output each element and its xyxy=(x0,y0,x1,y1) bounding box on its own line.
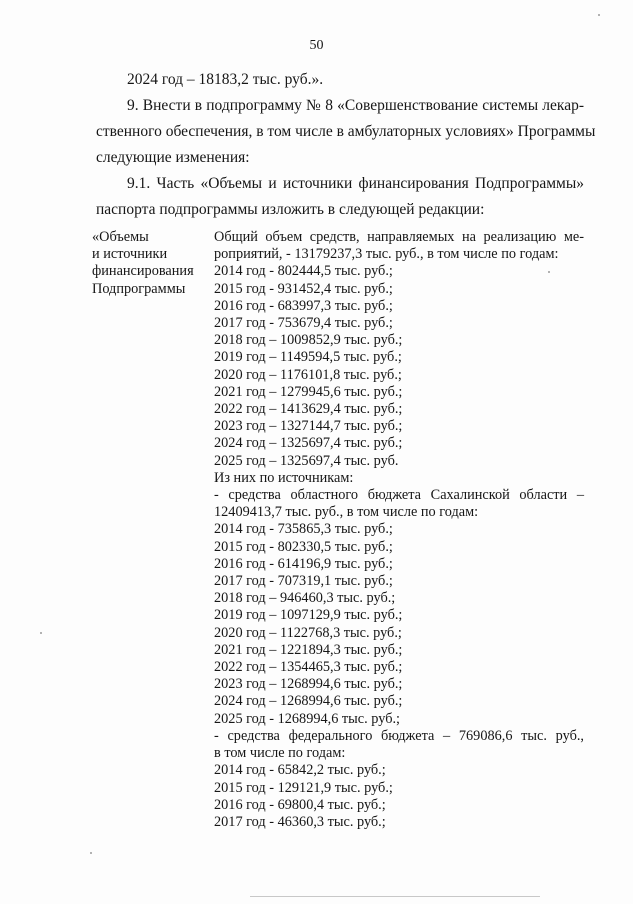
paragraph-2024-total xyxy=(127,67,584,93)
value-line: 2016 год - 683997,3 тыс. руб.; xyxy=(214,297,393,314)
paragraph-line xyxy=(96,171,584,197)
label-line: «Объемы xyxy=(92,229,149,245)
value-line: 2022 год – 1413629,4 тыс. руб.; xyxy=(214,401,403,418)
paragraph-item-9-1 xyxy=(96,171,584,223)
value-line: 2015 год - 802330,5 тыс. руб.; xyxy=(214,538,393,555)
funding-table-value-column xyxy=(214,229,584,831)
paragraph-line xyxy=(96,93,584,119)
value-line: 2022 год – 1354465,3 тыс. руб.; xyxy=(214,659,403,676)
value-line: - средства областного бюджета Сахалинской области – xyxy=(214,487,584,504)
value-line: 2019 год – 1149594,5 тыс. руб.; xyxy=(214,349,402,366)
value-line: роприятий, - 13179237,3 тыс. руб., в том числе по годам: xyxy=(214,246,559,263)
label-line: и источники xyxy=(92,246,168,263)
page-number: 50 xyxy=(309,38,324,53)
value-line: 2019 год – 1097129,9 тыс. руб.; xyxy=(214,607,403,624)
scan-speck xyxy=(548,271,550,273)
value-line: Из них по источникам: xyxy=(214,469,354,486)
value-line: 2017 год - 46360,3 тыс. руб.; xyxy=(214,813,386,830)
value-line: Общий объем средств, направляемых на реализацию ме- xyxy=(214,229,584,245)
value-line: 2014 год - 65842,2 тыс. руб.; xyxy=(214,762,386,779)
value-line: 2017 год - 753679,4 тыс. руб.; xyxy=(214,315,393,332)
value-line: 2021 год – 1221894,3 тыс. руб.; xyxy=(214,641,403,658)
value-line: 2014 год - 802444,5 тыс. руб.; xyxy=(214,263,393,280)
value-line: 2015 год - 129121,9 тыс. руб.; xyxy=(214,779,393,796)
value-line: 2016 год - 69800,4 тыс. руб.; xyxy=(214,796,386,813)
value-line: 2023 год – 1327144,7 тыс. руб.; xyxy=(214,418,403,435)
scan-edge-line xyxy=(250,896,540,897)
scan-speck xyxy=(598,14,600,16)
funding-table-label-column xyxy=(92,229,207,298)
value-line: 2024 год – 1268994,6 тыс. руб.; xyxy=(214,693,403,710)
value-line: 2014 год - 735865,3 тыс. руб.; xyxy=(214,521,393,538)
value-line: 2015 год - 931452,4 тыс. руб.; xyxy=(214,280,393,297)
value-line: 12409413,7 тыс. руб., в том числе по годам: xyxy=(214,504,479,521)
value-line: 2018 год – 946460,3 тыс. руб.; xyxy=(214,590,396,607)
value-line: 2023 год – 1268994,6 тыс. руб.; xyxy=(214,676,403,693)
value-line: 2021 год – 1279945,6 тыс. руб.; xyxy=(214,383,403,400)
label-line: финансирования xyxy=(92,263,194,280)
paragraph-line: следующие изменения: xyxy=(96,149,250,166)
paragraph-item-9 xyxy=(96,93,596,171)
value-line: 2017 год - 707319,1 тыс. руб.; xyxy=(214,573,393,590)
value-line: - средства федерального бюджета – 769086,6 тыс. руб., xyxy=(214,727,584,744)
value-line: 2025 год – 1325697,4 тыс. руб. xyxy=(214,452,399,469)
value-line: 2020 год – 1122768,3 тыс. руб.; xyxy=(214,624,402,641)
paragraph-line-text: 9.1. Часть «Объемы и источники финансирования Подпрограммы» xyxy=(127,175,584,192)
value-line: 2016 год - 614196,9 тыс. руб.; xyxy=(214,555,393,572)
value-line: 2024 год – 1325697,4 тыс. руб.; xyxy=(214,435,403,452)
scan-speck xyxy=(40,632,42,634)
label-line: Подпрограммы xyxy=(92,280,186,297)
value-line: 2018 год – 1009852,9 тыс. руб.; xyxy=(214,332,403,349)
value-line: 2025 год - 1268994,6 тыс. руб.; xyxy=(214,710,401,727)
paragraph-line: 2024 год – 18183,2 тыс. руб.». xyxy=(127,71,324,88)
paragraph-line: ственного обеспечения, в том числе в амбулаторных условиях» Программы xyxy=(96,123,596,140)
scan-speck xyxy=(90,852,92,854)
value-line: 2020 год – 1176101,8 тыс. руб.; xyxy=(214,366,402,383)
value-line: в том числе по годам: xyxy=(214,745,346,762)
paragraph-line: паспорта подпрограммы изложить в следующей редакции: xyxy=(96,201,485,218)
paragraph-line-text: 9. Внести в подпрограмму № 8 «Совершенствование системы лекар- xyxy=(127,97,584,114)
